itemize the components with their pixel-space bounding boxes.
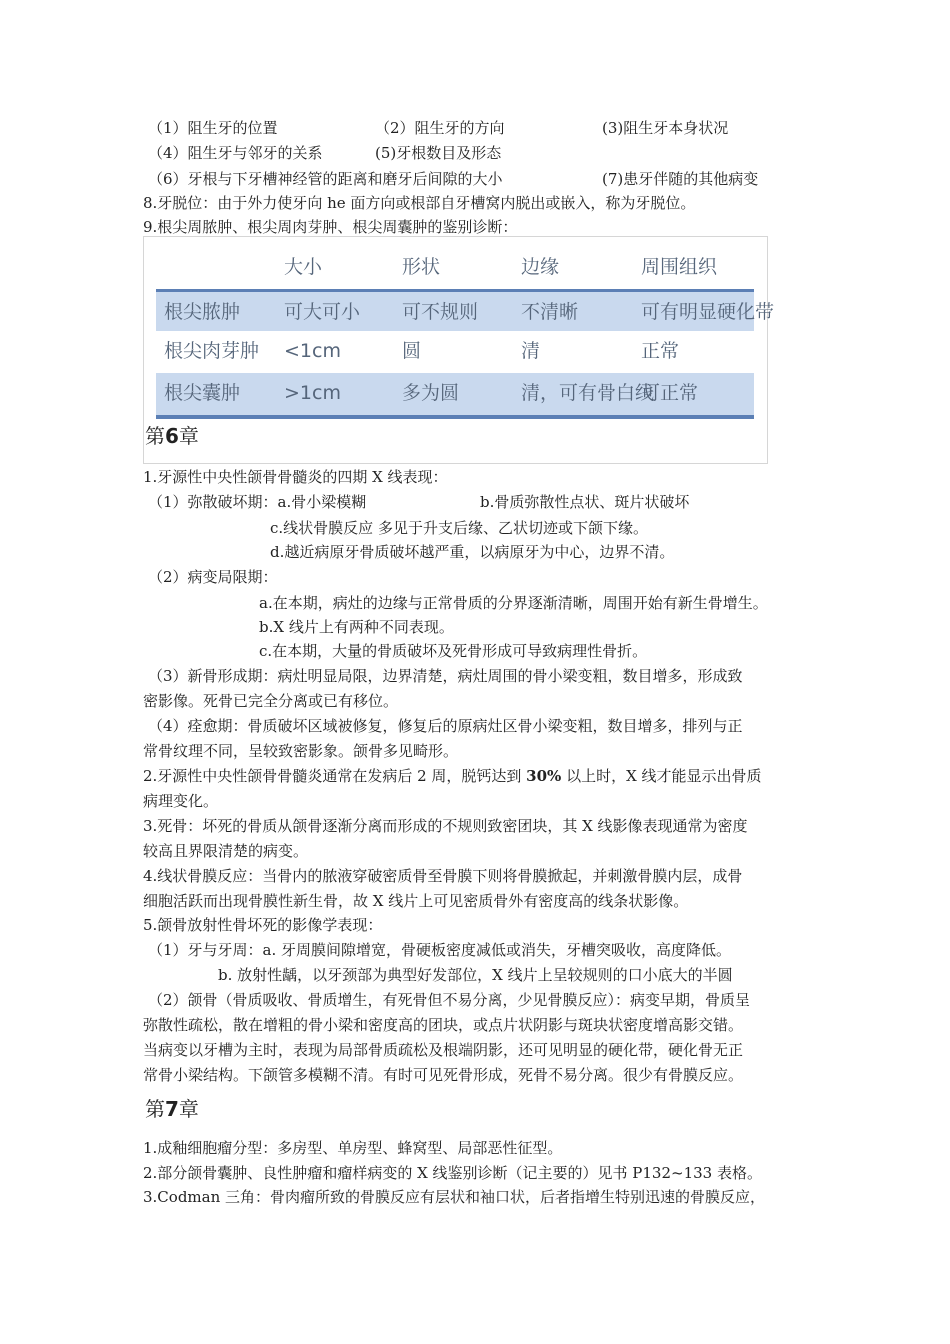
text-line: 1.牙源性中央性颌骨骨髓炎的四期 X 线表现： [143,468,448,486]
differential-table [156,247,775,419]
text-line: 3.Codman 三角：骨肉瘤所致的骨膜反应有层状和袖口状，后者指增生特别迅速的骨膜反应， [143,1188,766,1206]
text-span: 以上时，X 线才能显示出骨质 [561,767,762,785]
text-line: 8.牙脱位：由于外力使牙向 he 面方向或根部自牙槽窝内脱出或嵌入，称为牙脱位。 [143,194,696,212]
heading-number: 6 [165,424,179,448]
text-line: d.越近病原牙骨质破坏越严重，以病原牙为中心，边界不清。 [270,543,675,561]
text-line: （1）阻生牙的位置 [148,119,278,137]
text-line: 细胞活跃而出现骨膜性新生骨，故 X 线片上可见密质骨外有密度高的线条状影像。 [143,892,689,910]
text-line: 病理变化。 [143,792,219,810]
heading-prefix: 第 [145,424,165,448]
table-cell: 多为圆 [402,382,460,404]
text-line: 常骨小梁结构。下颌管多模糊不清。有时可见死骨形成，死骨不易分离。很少有骨膜反应。 [143,1066,744,1084]
heading-suffix: 章 [178,424,199,448]
text-line: 5.颌骨放射性骨坏死的影像学表现： [143,916,383,934]
text-line: 弥散性疏松，散在增粗的骨小梁和密度高的团块，或点片状阴影与斑块状密度增高影交错。 [143,1016,744,1034]
chapter-7-heading [145,1096,199,1122]
text-line: （3）新骨形成期：病灶明显局限，边界清楚，病灶周围的骨小梁变粗，数目增多，形成致 [148,667,743,685]
text-line: 密影像。死骨已完全分离或已有移位。 [143,692,399,710]
text-line: （2）病变局限期： [148,568,278,586]
differential-table-figure [143,236,775,464]
text-line: c.在本期，大量的骨质破坏及死骨形成可导致病理性骨折。 [259,642,648,660]
text-line: 常骨纹理不同，呈较致密影象。颌骨多见畸形。 [143,742,459,760]
text-line: 2.部分颌骨囊肿、良性肿瘤和瘤样病变的 X 线鉴别诊断（记主要的）见书 P132~133 表格。 [143,1164,762,1182]
text-line: （4）阻生牙与邻牙的关系 [148,144,323,162]
text-line: （1）牙与牙周：a. 牙周膜间隙增宽，骨硬板密度减低或消失，牙槽突吸收，高度降低。 [148,941,732,959]
table-cell: 清，可有骨白线 [521,382,655,404]
text-line: (3)阻生牙本身状况 [602,119,729,137]
bold-percent: 30% [526,767,562,785]
text-line: 1.成釉细胞瘤分型：多房型、单房型、蜂窝型、局部恶性征型。 [143,1139,563,1157]
heading-number: 7 [165,1097,179,1121]
text-line: 当病变以牙槽为主时，表现为局部骨质疏松及根端阴影，还可见明显的硬化带，硬化骨无正 [143,1041,744,1059]
table-cell: 可大可小 [284,301,361,323]
text-line: a.在本期，病灶的边缘与正常骨质的分界逐渐清晰，周围开始有新生骨增生。 [259,594,768,612]
text-line: 较高且界限清楚的病变。 [143,842,309,860]
table-cell: 可有明显硬化带 [641,301,775,323]
table-cell: 可不规则 [402,301,479,323]
table-cell: 可正常 [641,382,699,404]
text-line: 4.线状骨膜反应：当骨内的脓液穿破密质骨至骨膜下则将骨膜掀起，并刺激骨膜内层，成骨 [143,867,743,885]
table-header-cell: 周围组织 [641,256,718,278]
heading-prefix: 第 [145,1097,165,1121]
table-header-cell: 边缘 [521,256,560,278]
table-cell: 根尖脓肿 [164,301,241,323]
table-cell: 正常 [641,340,680,362]
table-header-cell: 大小 [284,256,323,278]
text-line: （1）弥散破坏期：a.骨小梁模糊 [148,493,367,511]
text-line: b. 放射性龋，以牙颈部为典型好发部位，X 线片上呈较规则的口小底大的半圆 [218,966,733,984]
text-line: 3.死骨：坏死的骨质从颌骨逐渐分离而形成的不规则致密团块，其 X 线影像表现通常为密度 [143,817,748,835]
text-line: （4）痊愈期：骨质破坏区域被修复，修复后的原病灶区骨小梁变粗，数目增多，排列与正 [148,717,743,735]
text-line: (5)牙根数目及形态 [375,144,502,162]
table-cell: <1cm [284,340,341,362]
text-line: (7)患牙伴随的其他病变 [602,170,759,188]
text-span: 2.牙源性中央性颌骨骨髓炎通常在发病后 2 周，脱钙达到 [143,767,527,785]
table-cell: 根尖囊肿 [164,382,241,404]
table-cell: 清 [521,340,541,362]
text-line: b.骨质弥散性点状、斑片状破坏 [480,493,690,511]
table-header-cell: 形状 [402,256,441,278]
table-cell: 根尖肉芽肿 [164,340,260,362]
chapter-6-heading [145,423,199,449]
text-line: （2）阻生牙的方向 [375,119,505,137]
text-line: （6）牙根与下牙槽神经管的距离和磨牙后间隙的大小 [148,170,503,188]
table-row [156,373,754,419]
text-line: （2）颌骨（骨质吸收、骨质增生，有死骨但不易分离，少见骨膜反应）：病变早期，骨质呈 [148,991,751,1009]
table-cell: 不清晰 [521,301,579,323]
heading-suffix: 章 [178,1097,199,1121]
text-line: b.X 线片上有两种不同表现。 [259,618,454,636]
table-cell: >1cm [284,382,341,404]
text-line-item2 [143,766,762,786]
table-row [156,289,775,331]
text-line: c.线状骨膜反应 多见于升支后缘、乙状切迹或下颌下缘。 [270,519,648,537]
table-header-row [156,247,754,289]
text-line: 9.根尖周脓肿、根尖周肉芽肿、根尖周囊肿的鉴别诊断： [143,218,518,236]
table-row [156,331,754,373]
table-cell: 圆 [402,340,422,362]
